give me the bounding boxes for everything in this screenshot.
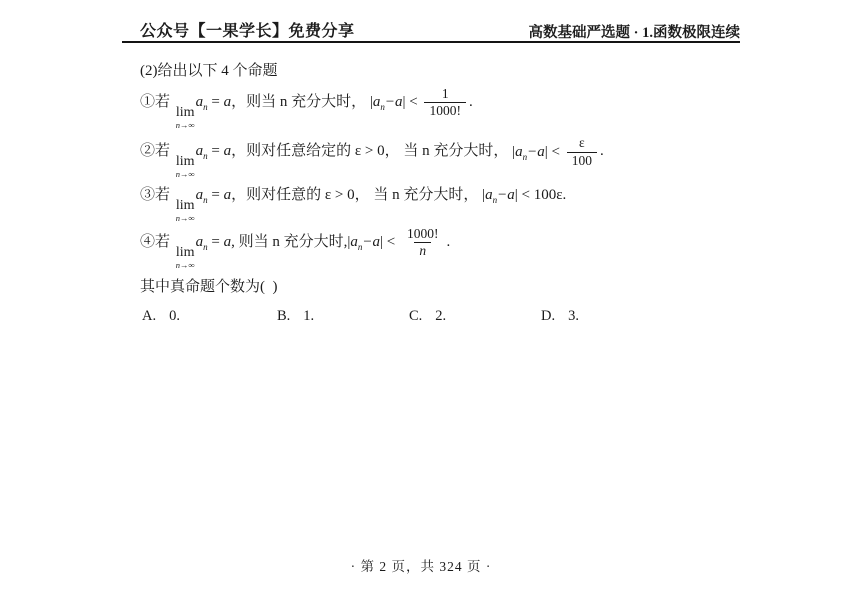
option-value: 3.	[568, 308, 579, 325]
option-label: B.	[277, 308, 291, 325]
limit-notation: lim n→∞	[175, 104, 195, 130]
prop-condition: 则对任意的 ε > 0， 当 n 充分大时，	[246, 186, 483, 203]
prop-condition: 则当 n 充分大时，	[246, 94, 370, 111]
options-row	[140, 308, 760, 326]
prop-number: ③	[140, 186, 156, 203]
option-label: C.	[409, 308, 423, 325]
proposition-2: ②若 lim n→∞ $a_n = a$，则对任意给定的 ε > 0， 当 n 充分大时， $|a_n-a|$ < $\frac{\varepsilon}{100}$ .	[140, 135, 604, 180]
question-intro: (2)给出以下 4 个命题	[140, 63, 278, 79]
fraction: $\frac{1000!}{n}$	[406, 226, 439, 259]
question-stem: 其中真命题个数为( )	[140, 279, 278, 296]
period: .	[446, 234, 451, 251]
sequence-term: a	[195, 186, 204, 203]
proposition-4: ④若 lim n→∞ $a_n = a$, 则当 n 充分大时$,|a_n-a|$ < $\frac{1000!}{n}$ .	[140, 226, 451, 270]
option-a	[142, 308, 180, 325]
fraction: $\frac{\varepsilon}{100}$	[567, 135, 597, 168]
option-value: 2.	[435, 308, 447, 325]
prop-text: 若	[155, 143, 174, 160]
prop-number: ①	[140, 94, 156, 111]
prop-text: 若	[155, 186, 174, 203]
option-value: 1.	[303, 308, 315, 325]
option-d	[541, 308, 579, 325]
inequality-rhs: 100ε.	[533, 186, 567, 203]
option-c	[409, 308, 446, 325]
fraction: $\frac{1}{1000!}$	[424, 86, 466, 119]
header-right-title: 高数基础严选题 · 1.函数极限连续	[528, 25, 740, 41]
inequality-lhs: $|a_n-a|$ <	[347, 234, 399, 253]
equals-a: =	[211, 143, 224, 160]
proposition-1: ①若 lim n→∞ $a_n = a$，则当 n 充分大时， $|a_n-a|$ < $\frac{1}{1000!}$ .	[140, 86, 473, 130]
period: .	[468, 94, 473, 111]
option-b	[277, 308, 314, 325]
limit-notation: lim n→∞	[175, 197, 195, 223]
prop-number: ④	[140, 234, 156, 251]
prop-condition: 则当 n 充分大时,	[238, 234, 348, 251]
limit-notation: lim n→∞	[175, 244, 195, 270]
question-block	[140, 62, 760, 326]
equals-a: =	[211, 186, 224, 203]
inequality-lhs: $|a_n-a|$ <	[512, 143, 564, 162]
proposition-3: ③若 lim n→∞ $a_n = a$，则对任意的 ε > 0， 当 n 充分大时， $|a_n-a| < 100\varepsilon$.	[140, 186, 567, 223]
equals-a: =	[211, 94, 224, 111]
option-label: D.	[541, 308, 556, 325]
inequality-lhs: $|a_n-a|$ <	[369, 94, 422, 113]
sequence-term: a	[195, 234, 204, 251]
option-value: 0.	[169, 308, 180, 325]
header-divider	[122, 41, 740, 43]
period: .	[599, 143, 604, 160]
page-footer: · 第 2 页，共 324 页 ·	[350, 559, 492, 574]
option-label: A.	[142, 308, 157, 325]
prop-text: 若	[155, 234, 174, 251]
sequence-term: a	[195, 94, 204, 111]
sequence-term: a	[195, 143, 204, 160]
header-left-title: 公众号【一果学长】免费分享	[140, 23, 355, 40]
equals-a: =	[211, 234, 224, 251]
limit-notation: lim n→∞	[175, 154, 195, 180]
prop-condition: 则对任意给定的 ε > 0， 当 n 充分大时，	[246, 143, 513, 160]
prop-text: 若	[155, 94, 174, 111]
inequality-lhs: $|a_n-a|$ <	[482, 186, 534, 205]
prop-number: ②	[140, 143, 156, 160]
